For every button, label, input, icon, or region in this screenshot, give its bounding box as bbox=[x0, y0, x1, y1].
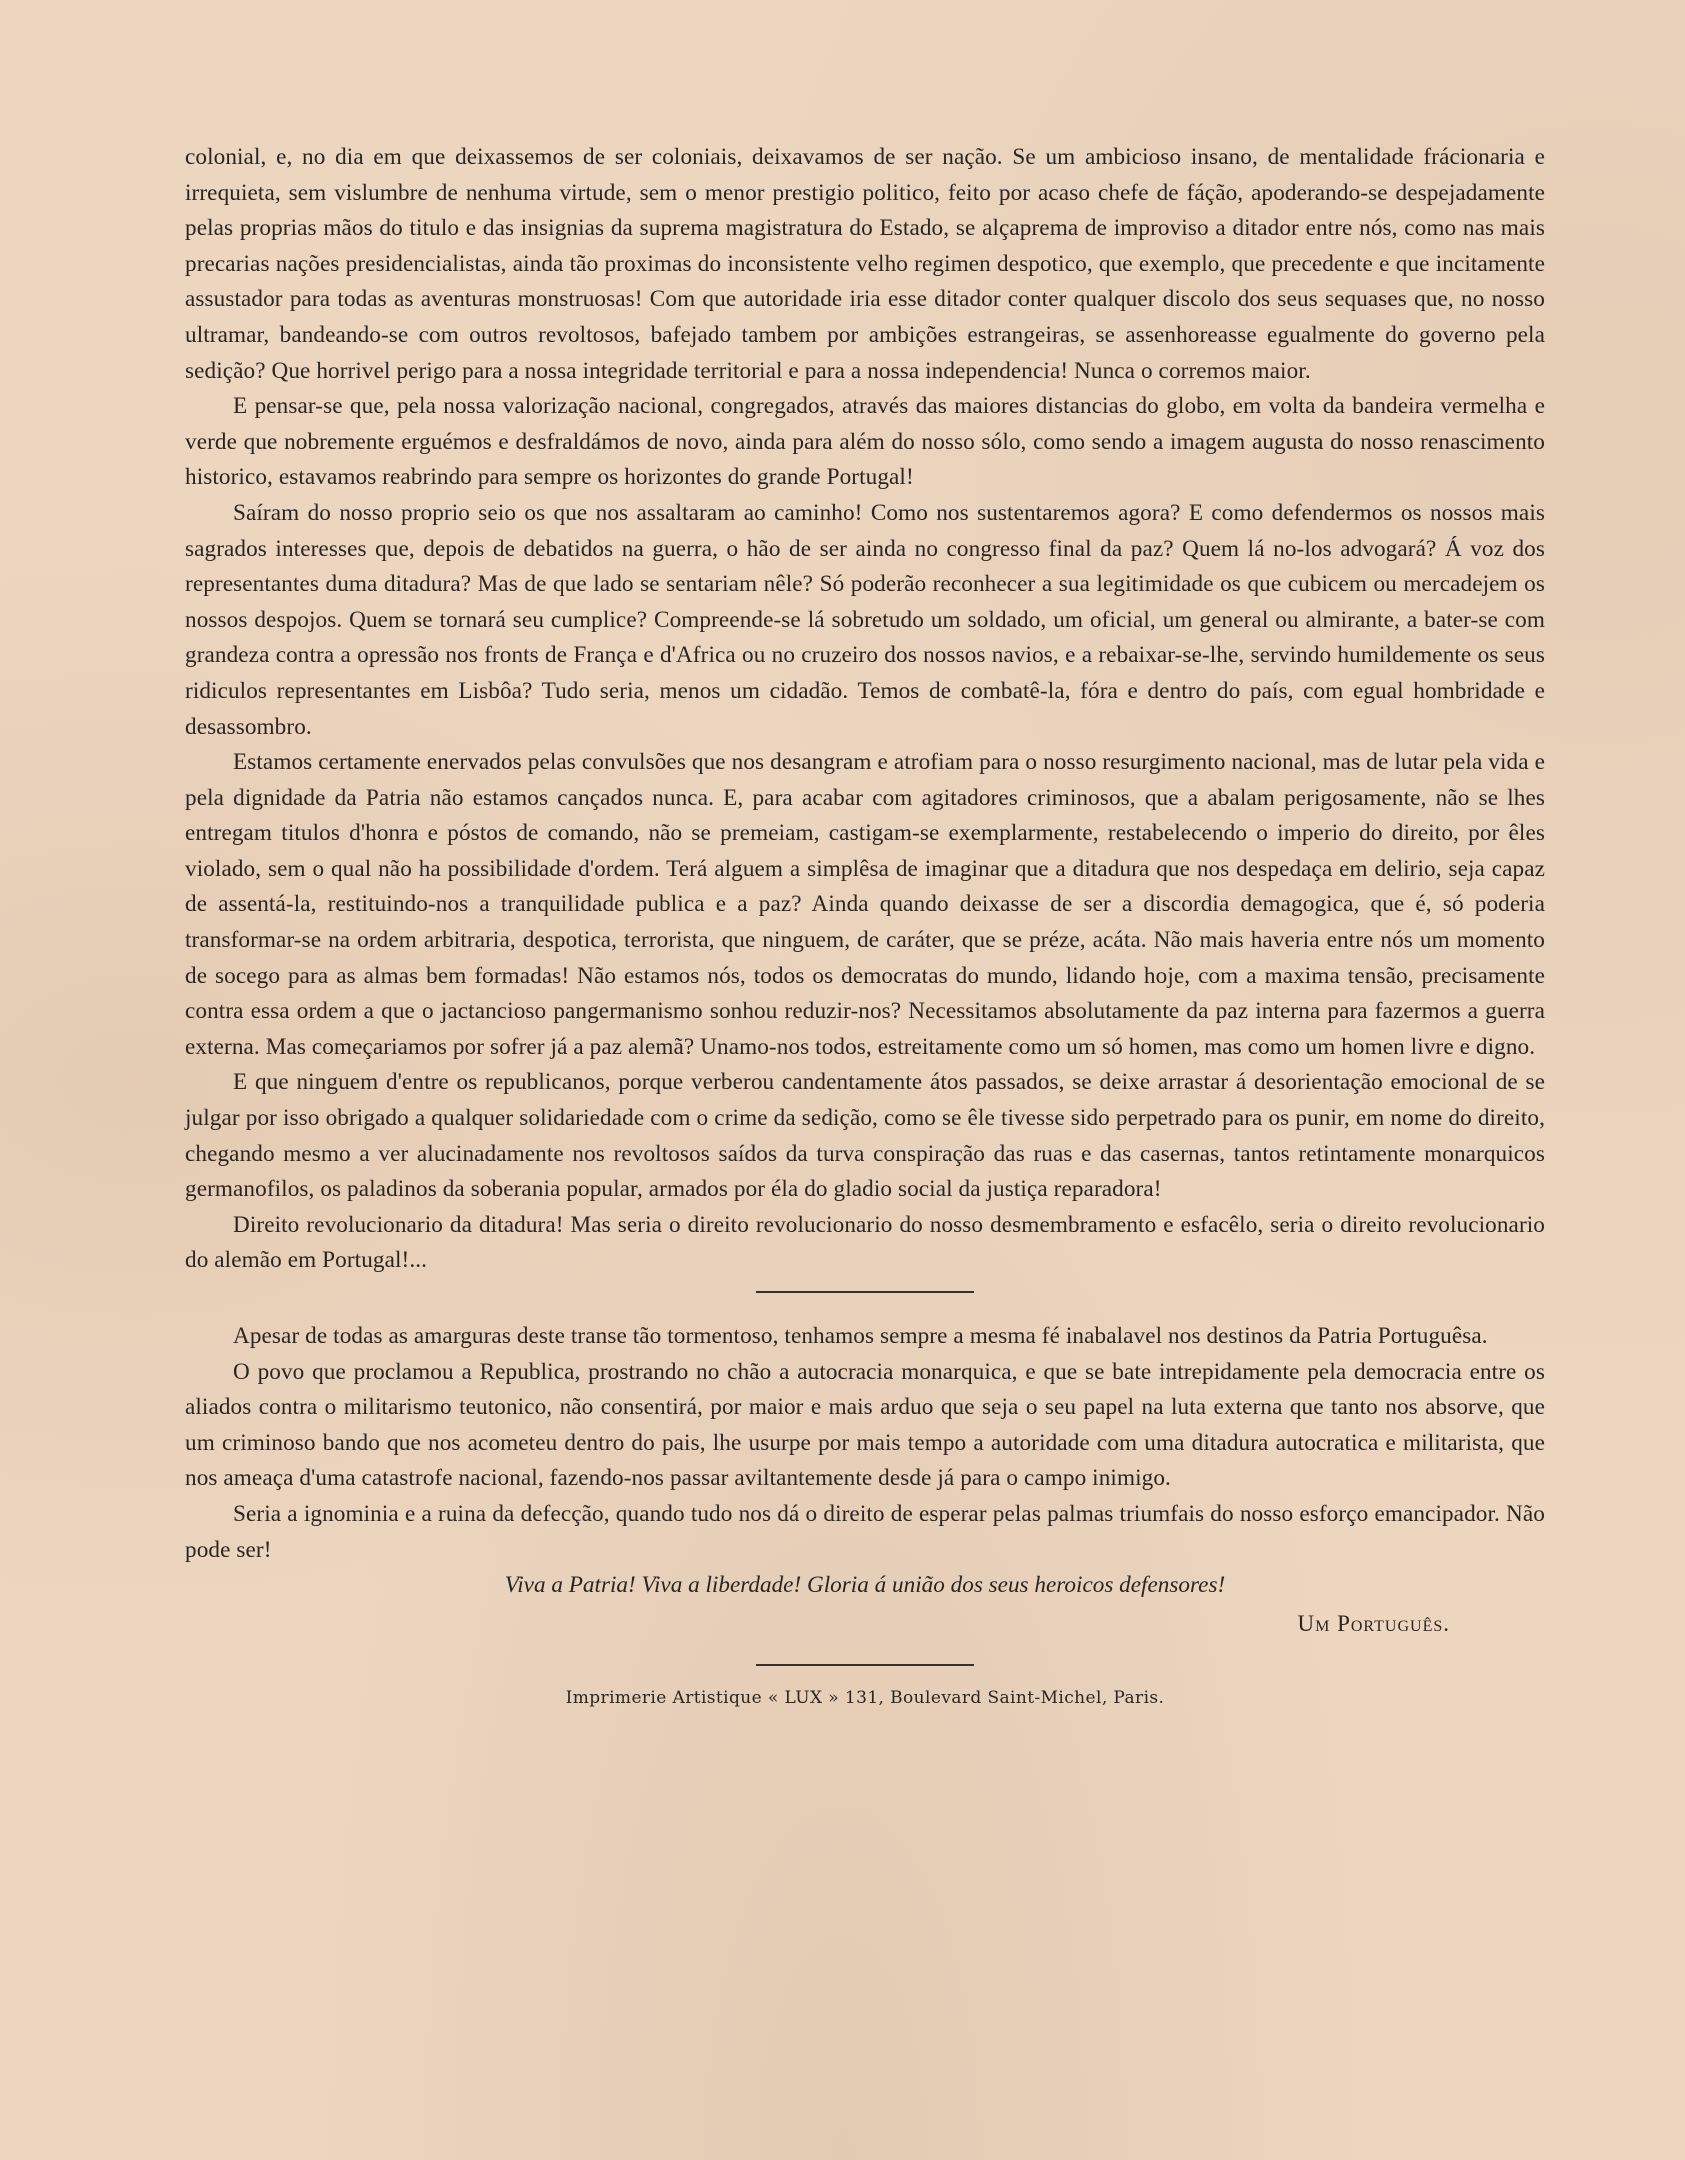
paragraph-2: E pensar-se que, pela nossa valorização nacional, congregados, através das maiores distancias do globo, em volta da bandeira vermelha e verde que nobremente erguémos e desfraldámos de novo, ainda para além do nosso sólo, como sendo a imagem augusta do nosso renascimento historico, estavamos reabrindo para sempre os horizontes do grande Portugal! bbox=[185, 393, 1545, 491]
paragraph-9: Seria a ignominia e a ruina da defecção, quando tudo nos dá o direito de esperar pelas palmas triumfais do nosso esforço emancipador. Não pode ser! bbox=[185, 1500, 1545, 1563]
closing-exclamation: Viva a Patria! Viva a liberdade! Gloria á união dos seus heroicos defensores! bbox=[504, 1572, 1226, 1599]
paragraph-5: E que ninguem d'entre os republicanos, porque verberou candentamente átos passados, se deixe arrastar á desorientação emocional de se julgar por isso obrigado a qualquer solidariedade com o crime da sedição, como se êle tivesse sido perpetrado para os punir, em nome do direito, chegando mesmo a ver alucinadamente nos revoltosos saídos da turva conspiração das ruas e das casernas, tantos retintamente monarquicos germanofilos, os paladinos da soberania popular, armados por éla do gladio social da justiça reparadora! bbox=[185, 1069, 1545, 1203]
footer-divider bbox=[756, 1664, 974, 1666]
paragraph-7: Apesar de todas as amarguras deste transe tão tormentoso, tenhamos sempre a mesma fé inabalavel nos destinos da Patria Portuguêsa. bbox=[233, 1323, 1488, 1349]
printer-imprint: Imprimerie Artistique « LUX » 131, Boulevard Saint-Michel, Paris. bbox=[565, 1687, 1165, 1708]
section-divider bbox=[756, 1291, 974, 1293]
paragraph-6: Direito revolucionario da ditadura! Mas seria o direito revolucionario do nosso desmembramento e esfacêlo, seria o direito revolucionario do alemão em Portugal!... bbox=[185, 1211, 1545, 1274]
signature: Um Português. bbox=[1297, 1610, 1450, 1636]
paragraph-1: colonial, e, no dia em que deixassemos de ser coloniais, deixavamos de ser nação. Se um ambicioso insano, de mentalidade frácionaria e irrequieta, sem vislumbre de nenhuma virtude, sem o menor prestigio politico, feito por acaso chefe de fáção, apoderando-se despejadamente pelas proprias mãos do titulo e das insignias da suprema magistratura do Estado, se alçaprema de improviso a ditador entre nós, como nas mais precarias nações presidencialistas, ainda tão proximas do inconsistente velho regimen despotico, que exemplo, que precedente e que incitamente assustador para todas as aventuras monstruosas! Com que autoridade iria esse ditador conter qualquer discolo dos seus sequases que, no nosso ultramar, bandeando-se com outros revoltosos, bafejado tambem por ambições estrangeiras, se assenhoreasse egualmente do governo pela sedição? Que horrivel perigo para a nossa integridade territorial e para a nossa independencia! Nunca o corremos maior. bbox=[185, 144, 1545, 384]
document-body bbox=[185, 140, 1545, 1710]
paragraph-8: O povo que proclamou a Republica, prostrando no chão a autocracia monarquica, e que se bate intrepidamente pela democracia entre os aliados contra o militarismo teutonico, não consentirá, por maior e mais arduo que seja o seu papel na luta externa que tanto nos absorve, que um criminoso bando que nos acometeu dentro do pais, lhe usurpe por mais tempo a autoridade com uma ditadura autocratica e militarista, que nos ameaça d'uma catastrofe nacional, fazendo-nos passar aviltantemente desde já para o campo inimigo. bbox=[185, 1358, 1545, 1492]
paragraph-4: Estamos certamente enervados pelas convulsões que nos desangram e atrofiam para o nosso resurgimento nacional, mas de lutar pela vida e pela dignidade da Patria não estamos cançados nunca. E, para acabar com agitadores criminosos, que a abalam perigosamente, não se lhes entregam titulos d'honra e póstos de comando, não se premeiam, castigam-se exemplarmente, restabelecendo o imperio do direito, por êles violado, sem o qual não ha possibilidade d'ordem. Terá alguem a simplêsa de imaginar que a ditadura que nos despedaça em delirio, seja capaz de assentá-la, restituindo-nos a tranquilidade publica e a paz? Ainda quando deixasse de ser a discordia demagogica, que é, só poderia transformar-se na ordem arbitraria, despotica, terrorista, que ninguem, de caráter, que se préze, acáta. Não mais haveria entre nós um momento de socego para as almas bem formadas! Não estamos nós, todos os democratas do mundo, lidando hoje, com a maxima tensão, precisamente contra essa ordem a que o jactancioso pangermanismo sonhou reduzir-nos? Necessitamos absolutamente da paz interna para fazermos a guerra externa. Mas começariamos por sofrer já a paz alemã? Unamo-nos todos, estreitamente como um só homen, mas como um homen livre e digno. bbox=[185, 749, 1545, 1060]
paragraph-3: Saíram do nosso proprio seio os que nos assaltaram ao caminho! Como nos sustentaremos agora? E como defendermos os nossos mais sagrados interesses que, depois de debatidos na guerra, o hão de ser ainda no congresso final da paz? Quem lá no-los advogará? Á voz dos representantes duma ditadura? Mas de que lado se sentariam nêle? Só poderão reconhecer a sua legitimidade os que cubicem ou mercadejem os nossos despojos. Quem se tornará seu cumplice? Compreende-se lá sobretudo um soldado, um oficial, um general ou almirante, a bater-se com grandeza contra a opressão nos fronts de França e d'Africa ou no cruzeiro dos nossos navios, e a rebaixar-se-lhe, servindo humildemente os seus ridiculos representantes em Lisbôa? Tudo seria, menos um cidadão. Temos de combatê-la, fóra e dentro do país, com egual hombridade e desassombro. bbox=[185, 499, 1545, 740]
